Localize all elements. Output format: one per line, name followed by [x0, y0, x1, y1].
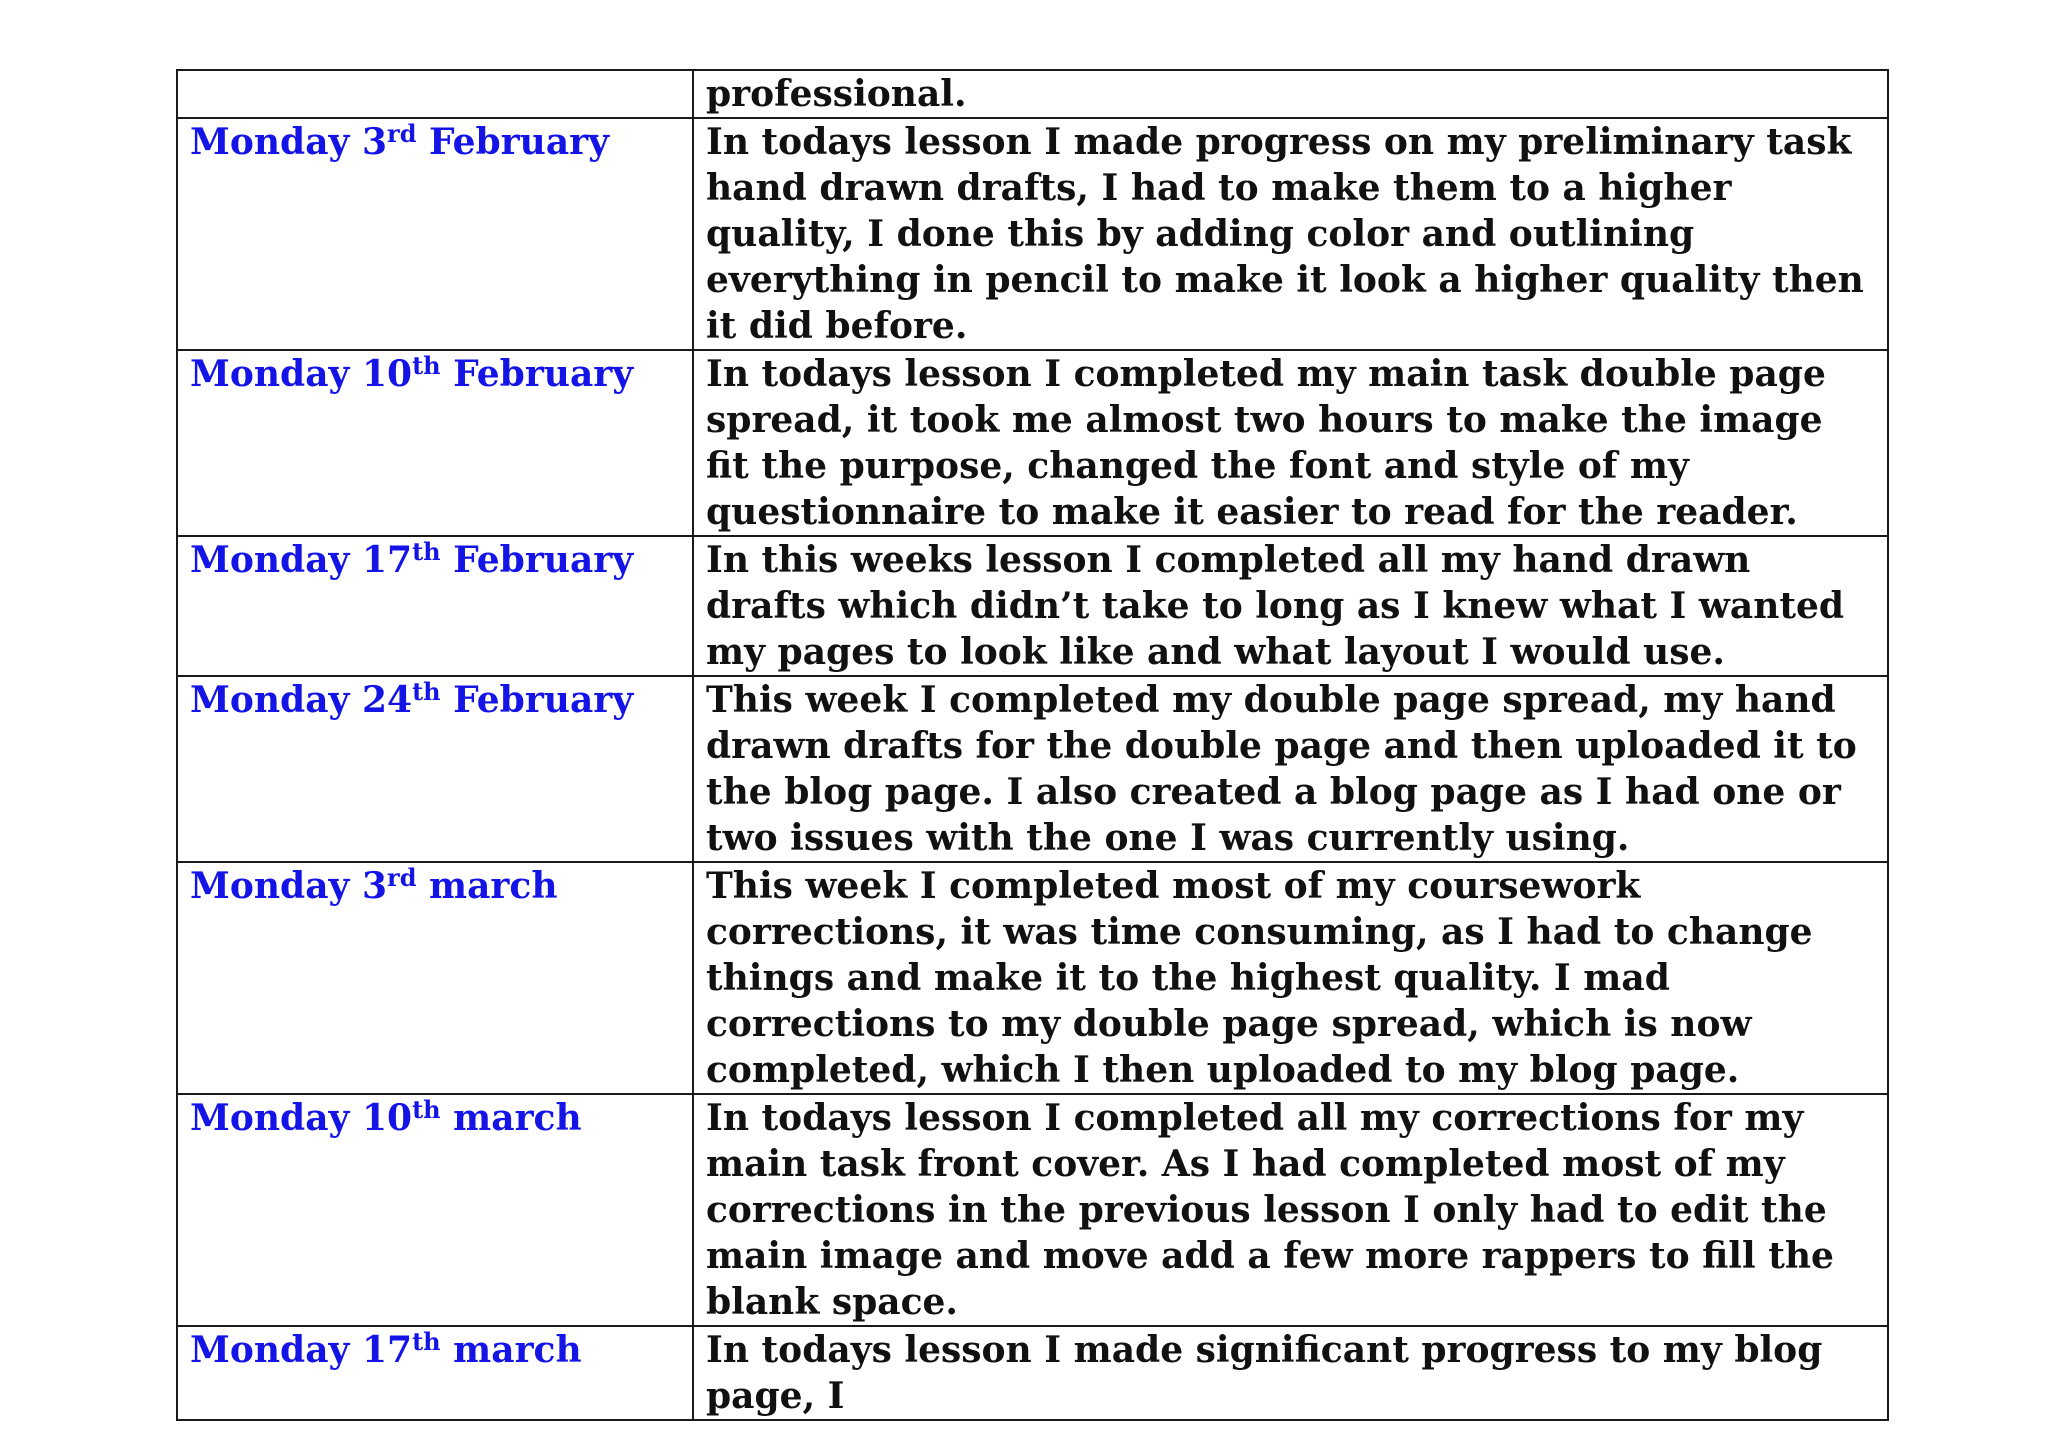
date-month: march [440, 1097, 582, 1139]
date-ordinal: th [412, 1327, 441, 1356]
date-label: Monday 3 [190, 121, 388, 163]
table-row [177, 676, 1888, 862]
date-cell [177, 118, 693, 350]
date-month: February [440, 679, 634, 721]
date-label: Monday 10 [190, 353, 413, 395]
entry-text: In todays lesson I made progress on my preliminary task hand drawn drafts, I had to make them to a higher quality, I done this by adding color and outlining everything in pencil to make it look a higher quality then it did before. [693, 118, 1888, 350]
entry-text: This week I completed my double page spread, my hand drawn drafts for the double page and then uploaded it to the blog page. I also created a blog page as I had one or two issues with the one I was currently using. [693, 676, 1888, 862]
table-row [177, 118, 1888, 350]
entry-text: In todays lesson I completed all my corrections for my main task front cover. As I had completed most of my corrections in the previous lesson I only had to edit the main image and move add a few more rappers to fill the blank space. [693, 1094, 1888, 1326]
date-month: February [440, 353, 634, 395]
date-ordinal: th [412, 677, 441, 706]
entry-text: In todays lesson I made significant progress to my blog page, I [693, 1326, 1888, 1420]
lesson-log-table [176, 69, 1889, 1421]
date-month: march [440, 1329, 582, 1371]
date-cell [177, 70, 693, 118]
entry-text: professional. [693, 70, 1888, 118]
entry-text: In todays lesson I completed my main task double page spread, it took me almost two hours to make the image fit the purpose, changed the font and style of my questionnaire to make it easier to read for the reader. [693, 350, 1888, 536]
table-row [177, 70, 1888, 118]
entry-text: This week I completed most of my coursework corrections, it was time consuming, as I had to change things and make it to the highest quality. I mad corrections to my double page spread, which is now completed, which I then uploaded to my blog page. [693, 862, 1888, 1094]
table-row [177, 1326, 1888, 1420]
date-ordinal: th [412, 537, 441, 566]
date-label: Monday 17 [190, 1329, 413, 1371]
date-cell [177, 1094, 693, 1326]
date-label: Monday 17 [190, 539, 413, 581]
date-cell [177, 676, 693, 862]
date-label: Monday 3 [190, 865, 388, 907]
table-row [177, 862, 1888, 1094]
date-ordinal: rd [387, 863, 417, 892]
date-cell [177, 536, 693, 676]
date-month: February [440, 539, 634, 581]
date-ordinal: th [412, 351, 441, 380]
entry-text: In this weeks lesson I completed all my hand drawn drafts which didn’t take to long as I knew what I wanted my pages to look like and what layout I would use. [693, 536, 1888, 676]
date-label: Monday 24 [190, 679, 413, 721]
table-row [177, 350, 1888, 536]
date-cell [177, 862, 693, 1094]
table-row [177, 536, 1888, 676]
date-ordinal: rd [387, 119, 417, 148]
date-ordinal: th [412, 1095, 441, 1124]
date-month: February [416, 121, 610, 163]
date-label: Monday 10 [190, 1097, 413, 1139]
date-month: march [416, 865, 558, 907]
date-cell [177, 1326, 693, 1420]
date-cell [177, 350, 693, 536]
table-row [177, 1094, 1888, 1326]
